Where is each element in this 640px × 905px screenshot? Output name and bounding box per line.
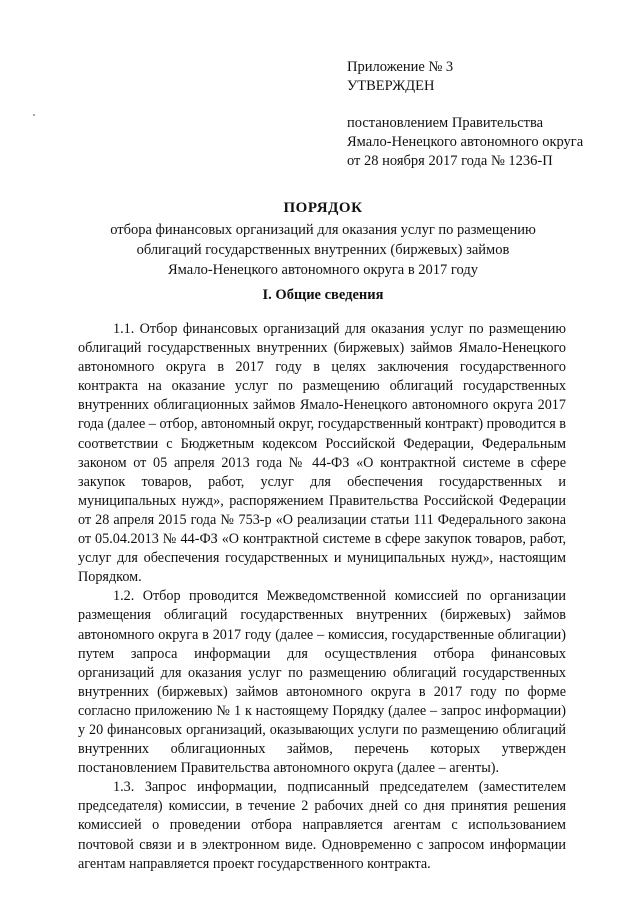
paragraph-1-1: 1.1. Отбор финансовых организаций для оказания услуг по размещению облигаций государственных внутренних (биржевых) займов Ямало-Ненецкого автономного округа в 2017 году в целях заключения государственного контракта на оказание услуг по размещению облигаций государственных внутренних облигационных займов Ямало-Ненецкого автономного округа 2017 года (далее – отбор, автономный округ, государственный контракт) проводится в соответствии с Бюджетным кодексом Российской Федерации, Федеральным законом от 05 апреля 2013 года № 44-ФЗ «О контрактной системе в сфере закупок товаров, работ, услуг для обеспечения государственных и муниципальных нужд», распоряжением Правительства Российской Федерации от 28 апреля 2015 года № 753-р «О реализации статьи 111 Федерального закона от 05.04.2013 № 44-ФЗ «О контрактной системе в сфере закупок товаров, работ, услуг для обеспечения государственных и муниципальных нужд», настоящим Порядком.: [78, 321, 566, 586]
document-title: ПОРЯДОК: [283, 200, 363, 216]
document-body: [78, 320, 566, 874]
approval-spacer: [347, 96, 627, 114]
resolution-line-3: от 28 ноября 2017 года № 1236-П: [347, 153, 553, 169]
resolution-line-2: Ямало-Ненецкого автономного округа: [347, 134, 584, 150]
approval-stamp-block: [347, 58, 627, 171]
appendix-number: Приложение № 3: [347, 59, 454, 75]
document-title-block: [80, 198, 566, 280]
section-heading: I. Общие сведения: [262, 287, 384, 303]
approved-label: УТВЕРЖДЕН: [347, 78, 435, 94]
paragraph-1-3: 1.3. Запрос информации, подписанный председателем (заместителем председателя) комиссии, в течение 2 рабочих дней со дня принятия решения комиссией о проведении отбора направляется агентам с использованием почтовой связи и в электронном виде. Одновременно с запросом информации агентам направляется проект государственного контракта.: [78, 779, 566, 872]
scan-speck: [33, 114, 35, 116]
paragraph-1-2: 1.2. Отбор проводится Межведомственной комиссией по организации размещения облигаций государственных внутренних (биржевых) займов автономного округа в 2017 году (далее – комиссия, государственные облигации) путем запроса информации для осуществления отбора финансовых организаций для оказания услуг по размещению облигаций государственных внутренних (биржевых) займов автономного округа в 2017 году по форме согласно приложению № 1 к настоящему Порядку (далее – запрос информации) у 20 финансовых организаций, оказывающих услуги по размещению облигаций внутренних облигационных займов, перечень которых утвержден постановлением Правительства автономного округа (далее – агенты).: [78, 588, 566, 777]
resolution-line-1: постановлением Правительства: [347, 115, 544, 131]
document-subtitle-line-3: Ямало-Ненецкого автономного округа в 2017 году: [168, 262, 478, 278]
document-subtitle-line-2: облигаций государственных внутренних (биржевых) займов: [136, 242, 510, 258]
document-subtitle-line-1: отбора финансовых организаций для оказания услуг по размещению: [110, 222, 536, 238]
